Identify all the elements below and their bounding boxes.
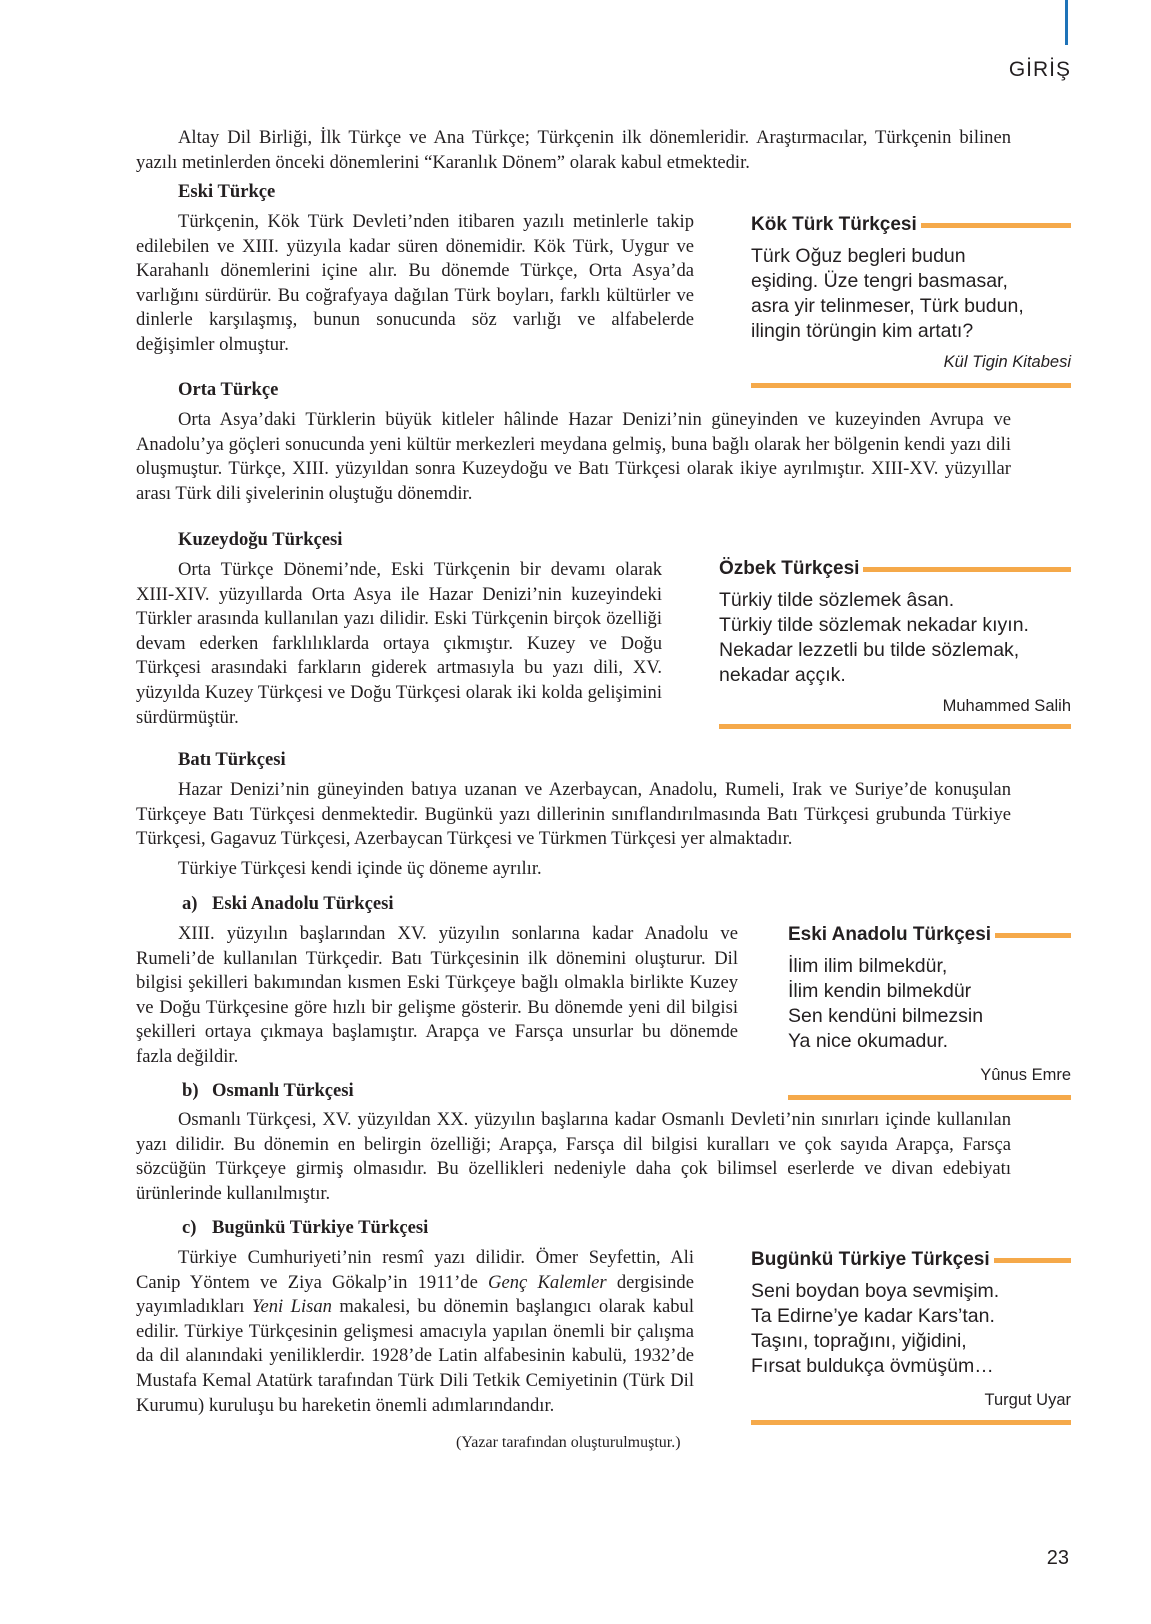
- title-accent-bar: [921, 223, 1071, 228]
- heading-bati-turkcesi: Batı Türkçesi: [178, 749, 286, 770]
- osmanli-paragraph: [136, 1108, 1011, 1206]
- quote-line: İlim kendin bilmekdür: [788, 980, 972, 1002]
- section-title: GİRİŞ: [1008, 58, 1071, 81]
- osmanli-text: Osmanlı Türkçesi, XV. yüzyıldan XX. yüzyılın başlarına kadar Osmanlı Devleti’nin sınırları içinde kullanılan yazı dilidir. Bu dönemin en belirgin özelliği; Arapça, Farsça dil bilgisi kuralları ve çok sayıda Arapça, Farsça sözcüğün Türkçeye girmiş olmasıdır. Bu özellikleri nedeniyle daha çok bilimsel eserlerde ve divan edebiyatı ürünlerinde kullanılmıştır.: [136, 1109, 1011, 1204]
- quote-line: Fırsat buldukça övmüşüm…: [751, 1355, 994, 1377]
- quote-box-bottom-bar: [751, 383, 1071, 388]
- bugunku-text: [136, 1246, 694, 1418]
- quote-box-title-text: Bugünkü Türkiye Türkçesi: [751, 1249, 990, 1270]
- intro-text: Altay Dil Birliği, İlk Türkçe ve Ana Türkçe; Türkçenin ilk dönemleridir. Araştırmacılar, Türkçenin bilinen yazılı metinlerden önceki dönemlerini “Karanlık Dönem” olarak kabul etmektedir.: [136, 127, 1011, 173]
- heading-text: Bugünkü Türkiye Türkçesi: [212, 1217, 429, 1238]
- quote-line: İlim ilim bilmekdür,: [788, 955, 948, 977]
- bugunku-text-part: dergisinde yayımladıkları: [136, 1271, 694, 1318]
- bati-turkcesi-text: Hazar Denizi’nin güneyinden batıya uzanan ve Azerbaycan, Anadolu, Rumeli, Irak ve Suriye’de konuşulan Türkçeye Batı Türkçesi denmektedir. Bugünkü yazı dillerinin sınıflandırılmasında Batı Türkçesi grubunda Türkiye Türkçesi, Gagavuz Türkçesi, Azerbaycan Türkçesi ve Türkmen Türkçesi yer almaktadır.: [136, 779, 1011, 850]
- bugunku-text-part: Türkiye Cumhuriyeti’nin resmî yazı dilidir. Ömer Seyfettin, Ali Canip Yöntem ve Ziya Gökalp’in 1911’de: [136, 1247, 694, 1293]
- quote-lines: [751, 1279, 1071, 1379]
- source-note: (Yazar tarafından oluşturulmuştur.): [456, 1434, 681, 1451]
- quote-lines: [788, 954, 1071, 1054]
- quote-line: Türk Oğuz begleri budun: [751, 245, 966, 267]
- header-rule: [1065, 0, 1068, 45]
- article-title: Yeni Lisan: [251, 1296, 332, 1318]
- quote-line: Taşını, toprağını, yiğidini,: [751, 1330, 967, 1352]
- quote-line: Türkiy tilde sözlemek âsan.: [719, 589, 955, 611]
- quote-line: Nekadar lezzetli bu tilde sözlemak,: [719, 639, 1020, 661]
- heading-bugunku-turkiye-turkcesi: [182, 1217, 428, 1239]
- quote-box-title-text: Kök Türk Türkçesi: [751, 214, 917, 235]
- bugunku-text-part: makalesi, bu dönemin başlangıcı olarak kabul edilir. Türkiye Türkçesinin gelişmesi amacıyla yapılan önemli bir çalışma da dil alanındaki yeniliklerdir. 1928’de Latin alfabesinin kabulü, 1932’de Mustafa Kemal Atatürk tarafından Türk Dili Tetkik Cemiyetinin (Türk Dil Kurumu) kuruluşu bu hareketin önemli adımlarındandır.: [136, 1296, 694, 1416]
- heading-text: Osmanlı Türkçesi: [212, 1080, 354, 1101]
- quote-box-title: [751, 1249, 1071, 1271]
- quote-box-bugunku: [751, 1249, 1071, 1425]
- eski-anadolu-text: XIII. yüzyılın başlarından XV. yüzyılın sonlarına kadar Anadolu ve Rumeli’de kullanılan Türkçedir. Batı Türkçesinin ilk dönemini oluşturur. Dil bilgisi şekilleri bakımından kısmen Eski Türkçeye bağlı olmakla birlikte Kuzey ve Doğu Türkçesine göre hızlı bir gelişme gösterir. Bu dönemde yeni dil bilgisi şekilleri ortaya çıkmaya başlamıştır. Arapça ve Farsça unsurlar bu dönemde fazla değildir.: [136, 923, 738, 1067]
- quote-line: ilingin törüngin kim artatı?: [751, 320, 974, 342]
- eski-anadolu-paragraph: [136, 922, 738, 1070]
- title-accent-bar: [863, 567, 1071, 572]
- quote-line: Seni boydan boya sevmişim.: [751, 1280, 1000, 1302]
- list-label: c): [182, 1217, 197, 1238]
- quote-line: asra yir telinmeser, Türk budun,: [751, 295, 1024, 317]
- quote-box-title-text: Özbek Türkçesi: [719, 558, 860, 579]
- quote-box-bottom-bar: [788, 1095, 1071, 1100]
- quote-source: Yûnus Emre: [980, 1066, 1071, 1084]
- kuzeydogu-paragraph: [136, 558, 662, 730]
- eski-turkce-text: Türkçenin, Kök Türk Devleti’nden itibaren yazılı metinlerle takip edilebilen ve XIII. yüzyıla kadar süren dönemidir. Kök Türk, Uygur ve Karahanlı dönemlerini içine alır. Bu dönemde Türkçe, Orta Asya’da varlığını sürdürür. Bu coğrafyaya dağılan Türk boyları, farklı kültürler ve dinlerle karşılaşmış, bunun sonucunda söz varlığı ve alfabelerde değişimler olmuştur.: [136, 211, 694, 355]
- quote-source: Kül Tigin Kitabesi: [943, 353, 1071, 371]
- intro-paragraph: [136, 126, 1011, 175]
- orta-turkce-text: Orta Asya’daki Türklerin büyük kitleler hâlinde Hazar Denizi’nin güneyinden ve kuzeyinden Avrupa ve Anadolu’ya göçleri sonucunda yeni kültür merkezleri meydana gelmiş, buna bağlı olarak her bölgenin kendi yazı dili oluşmuştur. Türkçe, XIII. yüzyıldan sonra Kuzeydoğu ve Batı Türkçesi olarak ikiye ayrılmıştır. XIII-XV. yüzyıllar arası Türk dili şivelerinin oluştuğu dönemdir.: [136, 409, 1011, 504]
- heading-eski-turkce: Eski Türkçe: [178, 181, 276, 202]
- title-accent-bar: [994, 1258, 1071, 1263]
- quote-box-title: [751, 214, 1071, 236]
- title-accent-bar: [995, 933, 1071, 938]
- quote-line: Sen kendüni bilmezsin: [788, 1005, 984, 1027]
- quote-line: eşiding. Üze tengri basmasar,: [751, 270, 1008, 292]
- quote-source: Turgut Uyar: [984, 1391, 1071, 1409]
- quote-source: Muhammed Salih: [942, 697, 1071, 715]
- quote-line: Türkiy tilde sözlemak nekadar kıyın.: [719, 614, 1029, 636]
- heading-text: Eski Anadolu Türkçesi: [212, 893, 394, 914]
- quote-box-bottom-bar: [751, 1420, 1071, 1425]
- page-number: 23: [1046, 1547, 1069, 1569]
- quote-box-title: [788, 924, 1071, 946]
- quote-box-bottom-bar: [719, 724, 1071, 729]
- heading-kuzeydogu-turkcesi: Kuzeydoğu Türkçesi: [178, 529, 343, 550]
- journal-title: Genç Kalemler: [488, 1271, 607, 1293]
- quote-box-ozbek: [719, 558, 1071, 729]
- quote-line: nekadar aççık.: [719, 664, 846, 686]
- quote-box-title: [719, 558, 1071, 580]
- eski-turkce-paragraph: [136, 210, 694, 358]
- quote-box-kokturk: [751, 214, 1071, 388]
- quote-box-eski-anadolu: [788, 924, 1071, 1100]
- list-label: a): [182, 893, 198, 914]
- bati-turkcesi-paragraph: [136, 778, 1011, 881]
- quote-line: Ya nice okumadur.: [788, 1030, 949, 1052]
- quote-line: Ta Edirne’ye kadar Kars’tan.: [751, 1305, 995, 1327]
- quote-lines: [719, 588, 1071, 688]
- heading-osmanli-turkcesi: [182, 1080, 354, 1102]
- heading-orta-turkce: Orta Türkçe: [178, 379, 279, 400]
- orta-turkce-paragraph: [136, 408, 1011, 506]
- quote-box-title-text: Eski Anadolu Türkçesi: [788, 924, 992, 945]
- quote-lines: [751, 244, 1071, 344]
- bugunku-paragraph: [136, 1246, 694, 1418]
- bati-turkcesi-text-2: Türkiye Türkçesi kendi içinde üç döneme ayrılır.: [178, 857, 542, 879]
- kuzeydogu-text: Orta Türkçe Dönemi’nde, Eski Türkçenin bir devamı olarak XIII-XIV. yüzyıllarda Orta Asya ile Hazar Denizi’nin kuzeyindeki Türkler arasında kullanılan yazı dilidir. Eski Türkçenin birçok özelliği devam ederken farklılıklarda ortaya çıkmıştır. Kuzey ve Doğu Türkçesi arasındaki farkların giderek artmasıyla bu yazı dili, XV. yüzyılda Kuzey Türkçesi ve Doğu Türkçesi olarak iki kolda gelişimini sürdürmüştür.: [136, 559, 662, 728]
- list-label: b): [182, 1080, 199, 1101]
- heading-eski-anadolu-turkcesi: [182, 893, 394, 915]
